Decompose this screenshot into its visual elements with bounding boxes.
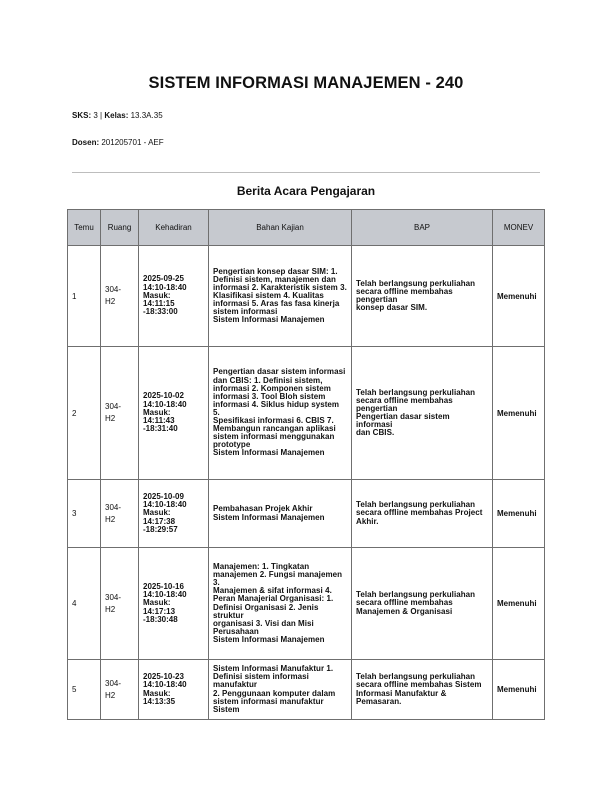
cell-line: Masuk: 14:11:15 [143,290,175,309]
cell-bap [352,246,493,347]
cell-monev: Memenuhi [493,548,545,660]
cell-line: Telah berlangsung perkuliahan [356,387,476,397]
cell-line: sistem informasi menggunakan [213,432,335,442]
cell-line: sistem informasi manufaktur Sistem [213,696,324,714]
teaching-report-table [67,209,545,720]
cell-line: dan CBIS: 1. Definisi sistem, [213,375,323,385]
cell-bap [352,347,493,480]
cell-line: Masuk: 14:17:38 [143,508,176,526]
cell-line: Membangun rancangan aplikasi [213,424,336,434]
cell-monev: Memenuhi [493,347,545,480]
cell-line: Definisi sistem, manajemen dan [213,274,336,284]
cell-monev: Memenuhi [493,660,545,720]
cell-line: Pembahasan Projek Akhir [213,504,313,514]
divider [72,172,540,173]
cell-line: dan CBIS. [356,428,395,438]
cell-line: 2025-10-09 [143,491,184,501]
cell-kehadiran [139,660,209,720]
cell-line: Sistem Informasi Manajemen [213,315,325,325]
cell-line: H2 [105,604,116,614]
cell-kehadiran [139,548,209,660]
cell-line: secara offline membahas Sistem [356,680,482,690]
cell-temu: 1 [68,246,101,347]
section-title: Berita Acara Pengajaran [236,184,376,198]
cell-kehadiran [139,246,209,347]
cell-line: Telah berlangsung perkuliahan [356,672,476,682]
cell-temu: 2 [68,347,101,480]
cell-line: Informasi Manufaktur & Pemasaran. [356,688,447,706]
cell-line: 304- [105,502,122,512]
cell-line: secara offline membahas Project [356,508,483,518]
cell-bahan-kajian [209,480,352,548]
cell-line: -18:30:48 [143,614,178,624]
cell-bahan-kajian [209,347,352,480]
cell-line: informasi 5. Aras fas fasa kinerja [213,299,340,309]
cell-line: sistem informasi [213,307,278,317]
cell-line: konsep dasar SIM. [356,303,428,313]
cell-ruang [101,548,139,660]
col-header-monev: MONEV [493,210,545,246]
col-header-ruang: Ruang [101,210,139,246]
col-header-bap: BAP [352,210,493,246]
cell-line: Manajemen & sifat informasi 4. [213,586,332,596]
cell-line: -18:31:40 [143,424,178,434]
cell-bahan-kajian [209,660,352,720]
cell-line: Masuk: 14:17:13 [143,598,176,616]
cell-line: Perusahaan [213,626,259,636]
cell-line: 14:10-18:40 [143,500,187,510]
cell-line: organisasi 3. Visi dan Misi [213,618,314,628]
kelas-label: Kelas: [104,111,129,120]
col-header-kehadiran: Kehadiran [139,210,209,246]
cell-temu: 4 [68,548,101,660]
cell-line: secara offline membahas pengertian [356,286,453,304]
cell-line: 14:10-18:40 [143,399,187,409]
lecturer-meta [72,138,164,147]
cell-line: informasi 2. Karakteristik sistem 3. [213,282,347,292]
cell-line: Masuk: 14:13:35 [143,688,176,706]
table-header-row [68,210,545,246]
cell-kehadiran [139,480,209,548]
cell-ruang [101,480,139,548]
cell-temu: 5 [68,660,101,720]
col-header-bahan-kajian: Bahan Kajian [209,210,352,246]
dosen-label: Dosen: [72,138,100,147]
cell-line: Definisi sistem informasi manufaktur [213,672,309,690]
dosen-value: 201205701 - AEF [101,138,164,147]
cell-bahan-kajian [209,246,352,347]
cell-bap [352,660,493,720]
cell-bap [352,548,493,660]
cell-line: Pengertian dasar sistem informasi [356,412,450,430]
cell-line: H2 [105,690,116,700]
cell-line: -18:33:00 [143,307,178,317]
cell-line: Telah berlangsung perkuliahan [356,500,476,510]
cell-line: H2 [105,297,116,306]
cell-line: Sistem Informasi Manajemen [213,634,325,644]
cell-ruang [101,347,139,480]
cell-line: Pengertian konsep dasar SIM: 1. [213,266,338,276]
table-row [68,347,545,480]
cell-line: H2 [105,414,116,423]
cell-bahan-kajian [209,548,352,660]
cell-line: 304- [105,402,122,411]
cell-ruang [101,246,139,347]
course-meta: SKS: 3 | Kelas: 13.3A.35 [72,111,163,120]
sks-value: 3 [93,111,98,120]
cell-line: Sistem Informasi Manufaktur 1. [213,664,334,674]
cell-line: informasi 2. Komponen sistem [213,383,331,393]
cell-line: Peran Manajerial Organisasi: 1. [213,594,334,604]
cell-line: -18:29:57 [143,524,178,534]
cell-temu: 3 [68,480,101,548]
cell-line: Akhir. [356,516,379,526]
cell-line: 2. Penggunaan komputer dalam [213,688,336,698]
cell-line: H2 [105,514,116,524]
cell-line: 14:10-18:40 [143,590,187,600]
cell-line: 14:10-18:40 [143,282,187,292]
cell-line: informasi 4. Siklus hidup system 5. [213,399,340,417]
cell-line: manajemen 2. Fungsi manajemen 3. [213,570,343,588]
table-row [68,480,545,548]
cell-line: Manajemen & Organisasi [356,606,453,616]
cell-line: Sistem Informasi Manajemen [213,448,325,458]
cell-line: informasi 3. Tool Bloh sistem [213,391,326,401]
cell-line: 2025-10-16 [143,581,184,591]
cell-line: 2025-09-25 [143,274,184,284]
cell-line: Sistem Informasi Manajemen [213,512,325,522]
cell-line: prototype [213,440,251,450]
cell-line: Definisi Organisasi 2. Jenis struktur [213,602,319,620]
cell-line: 2025-10-23 [143,672,184,682]
cell-line: Telah berlangsung perkuliahan [356,278,476,288]
cell-line: Spesifikasi informasi 6. CBIS 7. [213,416,334,426]
cell-line: 304- [105,592,122,602]
cell-line: secara offline membahas pengertian [356,395,453,413]
table-row [68,548,545,660]
cell-line: Pengertian dasar sistem informasi [213,367,346,377]
sks-label: SKS: [72,111,92,120]
col-header-temu: Temu [68,210,101,246]
cell-monev: Memenuhi [493,246,545,347]
cell-line: Klasifikasi sistem 4. Kualitas [213,290,324,300]
cell-line: 304- [105,678,122,688]
cell-line: Manajemen: 1. Tingkatan [213,562,310,572]
cell-line: Masuk: 14:11:43 [143,407,175,426]
table-row [68,660,545,720]
cell-line: 304- [105,285,122,294]
table-row [68,246,545,347]
cell-line: secara offline membahas [356,598,453,608]
table-body [68,246,545,720]
cell-line: 14:10-18:40 [143,680,187,690]
kelas-value: 13.3A.35 [130,111,163,120]
cell-kehadiran [139,347,209,480]
cell-monev: Memenuhi [493,480,545,548]
cell-line: 2025-10-02 [143,391,184,401]
document-title: SISTEM INFORMASI MANAJEMEN - 240 [148,74,464,92]
cell-bap [352,480,493,548]
cell-line: Telah berlangsung perkuliahan [356,590,476,600]
cell-ruang [101,660,139,720]
